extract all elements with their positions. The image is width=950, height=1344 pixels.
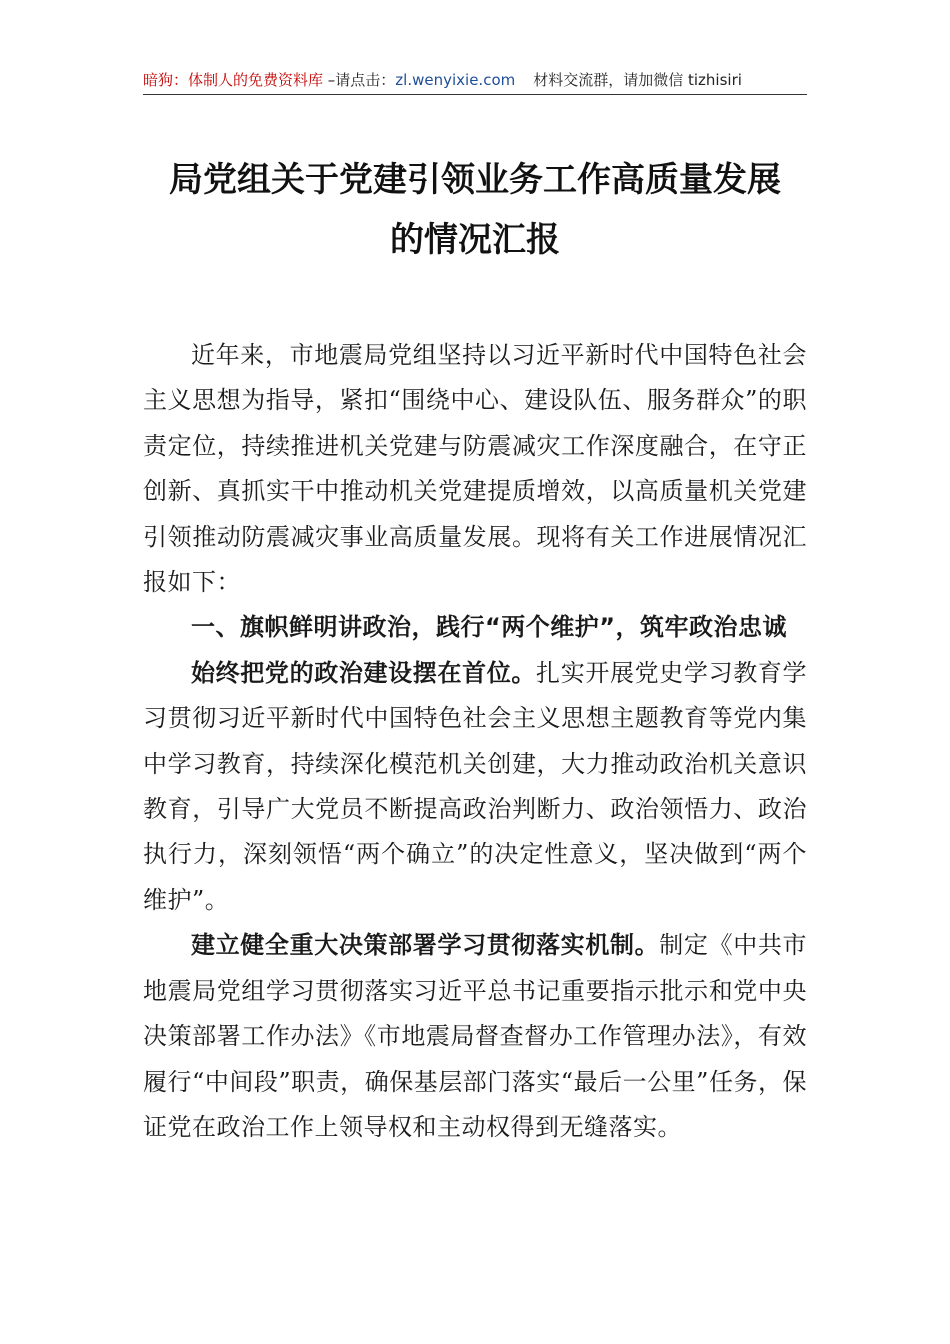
document-body bbox=[143, 333, 807, 1150]
header-brand: 暗狗：体制人的免费资料库 bbox=[143, 71, 324, 89]
paragraph-1-lead: 始终把党的政治建设摆在首位。 bbox=[191, 658, 537, 687]
header-banner bbox=[143, 66, 807, 95]
document-title bbox=[143, 150, 807, 270]
paragraph-1-text: 扎实开展党史学习教育学习贯彻习近平新时代中国特色社会主义思想主题教育等党内集中学习教育，持续深化模范机关创建，大力推动政治机关意识教育，引导广大党员不断提高政治判断力、政治领悟力、政治执行力，深刻领悟“两个确立”的决定性意义，坚决做到“两个维护”。 bbox=[143, 658, 808, 914]
title-line-1: 局党组关于党建引领业务工作高质量发展 bbox=[169, 160, 781, 200]
paragraph-2-lead: 建立健全重大决策部署学习贯彻落实机制。 bbox=[191, 931, 660, 960]
header-link[interactable]: zl.wenyixie.com bbox=[395, 71, 516, 89]
intro-paragraph: 近年来，市地震局党组坚持以习近平新时代中国特色社会主义思想为指导，紧扣“围绕中心、建设队伍、服务群众”的职责定位，持续推进机关党建与防震减灾工作深度融合，在守正创新、真抓实干中推动机关党建提质增效，以高质量机关党建引领推动防震减灾事业高质量发展。现将有关工作进展情况汇报如下： bbox=[143, 341, 807, 597]
paragraph-1 bbox=[143, 651, 807, 923]
paragraph-2-text: 制定《中共市地震局党组学习贯彻落实习近平总书记重要指示批示和党中央决策部署工作办法》《市地震局督查督办工作管理办法》，有效履行“中间段”职责，确保基层部门落实“最后一公里”任务，保证党在政治工作上领导权和主动权得到无缝落实。 bbox=[143, 931, 808, 1141]
title-line-2: 的情况汇报 bbox=[390, 220, 560, 260]
header-contact: 材料交流群，请加微信 tizhisiri bbox=[533, 71, 742, 89]
header-prompt: –请点击： bbox=[323, 71, 396, 89]
section-heading-1: 一、旗帜鲜明讲政治，践行“两个维护”，筑牢政治忠诚 bbox=[191, 613, 788, 642]
paragraph-2 bbox=[143, 923, 807, 1150]
